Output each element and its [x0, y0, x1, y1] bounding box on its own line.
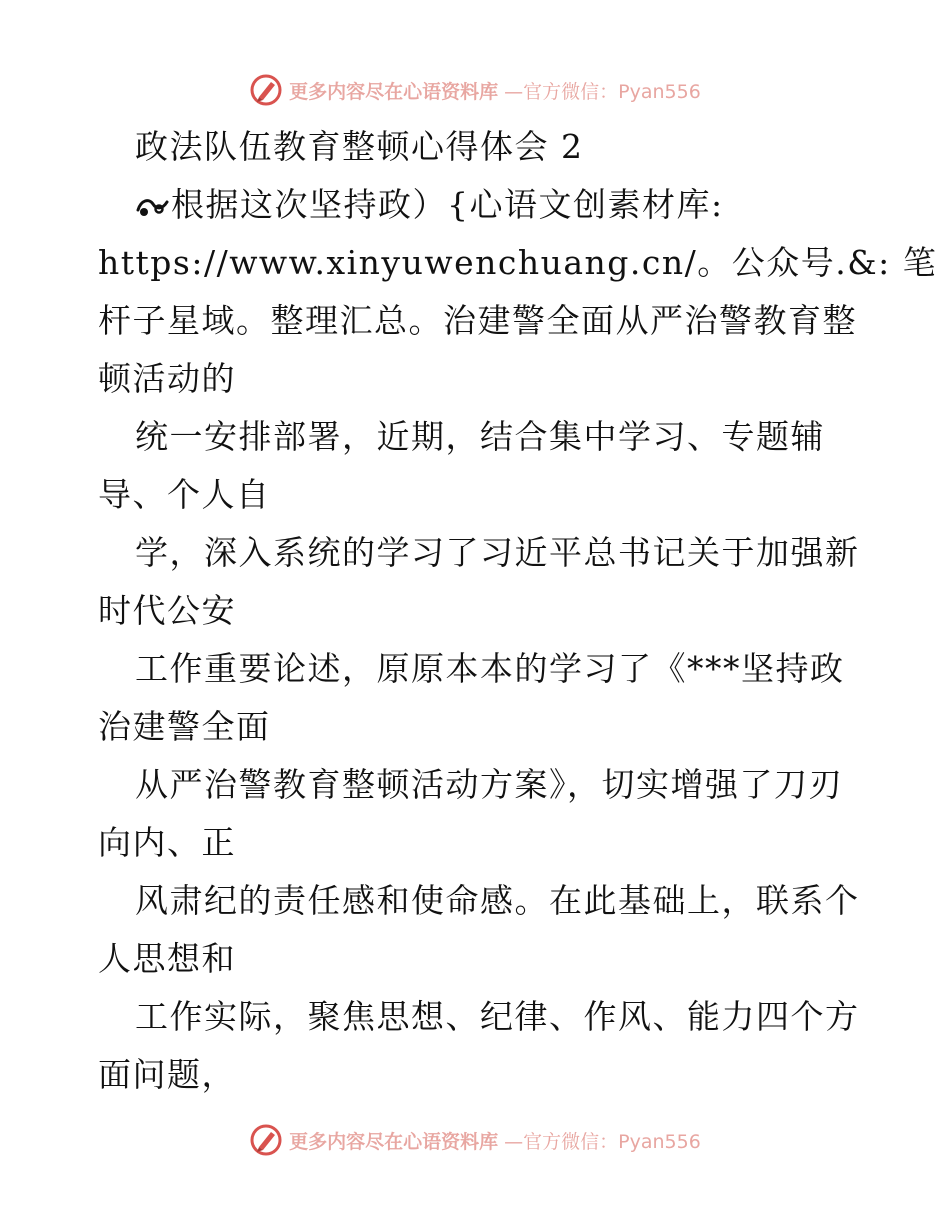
paragraph-line: 导、个人自	[98, 475, 271, 514]
paragraph-line: 统一安排部署，近期，结合集中学习、专题辅	[135, 417, 825, 456]
paragraph-line: 风肃纪的责任感和使命感。在此基础上，联系个	[135, 881, 860, 920]
header-watermark-contact: —官方微信：Pyan556	[504, 80, 701, 103]
paragraph-line	[98, 176, 858, 234]
pen-logo-icon	[249, 73, 283, 107]
paragraph-line: 时代公安	[98, 591, 236, 630]
paragraph-line: 工作实际，聚焦思想、纪律、作风、能力四个方	[135, 997, 860, 1036]
header-watermark-text: 更多内容尽在心语资料库	[289, 80, 499, 103]
footer-watermark	[0, 1120, 950, 1160]
document-title: 政法队伍教育整顿心得体会 2	[135, 127, 584, 166]
paragraph-line: https://www.xinyuwenchuang.cn/。公众号.&: 笔	[98, 243, 938, 282]
header-watermark	[0, 70, 950, 110]
footer-watermark-text: 更多内容尽在心语资料库	[289, 1130, 499, 1153]
footer-watermark-contact: —官方微信：Pyan556	[504, 1130, 701, 1153]
paragraph-line-text: 根据这次坚持政）{心语文创素材库:	[171, 185, 724, 224]
paragraph-line: 从严治警教育整顿活动方案》，切实增强了刀刃	[135, 765, 843, 804]
paragraph-line: 治建警全面	[98, 707, 271, 746]
pen-logo-icon	[249, 1123, 283, 1157]
paragraph-line: 杆子星域。整理汇总。治建警全面从严治警教育整	[98, 301, 857, 340]
paragraph-line: 工作重要论述，原原本本的学习了《***坚持政	[135, 649, 845, 688]
document-body	[98, 118, 938, 1104]
paragraph-line: 顿活动的	[98, 359, 236, 398]
paragraph-line: 向内、正	[98, 823, 236, 862]
paragraph-line: 人思想和	[98, 939, 236, 978]
paragraph-line: 学，深入系统的学习了习近平总书记关于加强新	[135, 533, 860, 572]
paragraph-line: 面问题，	[98, 1055, 236, 1094]
flourish-bullet-icon	[135, 190, 171, 220]
